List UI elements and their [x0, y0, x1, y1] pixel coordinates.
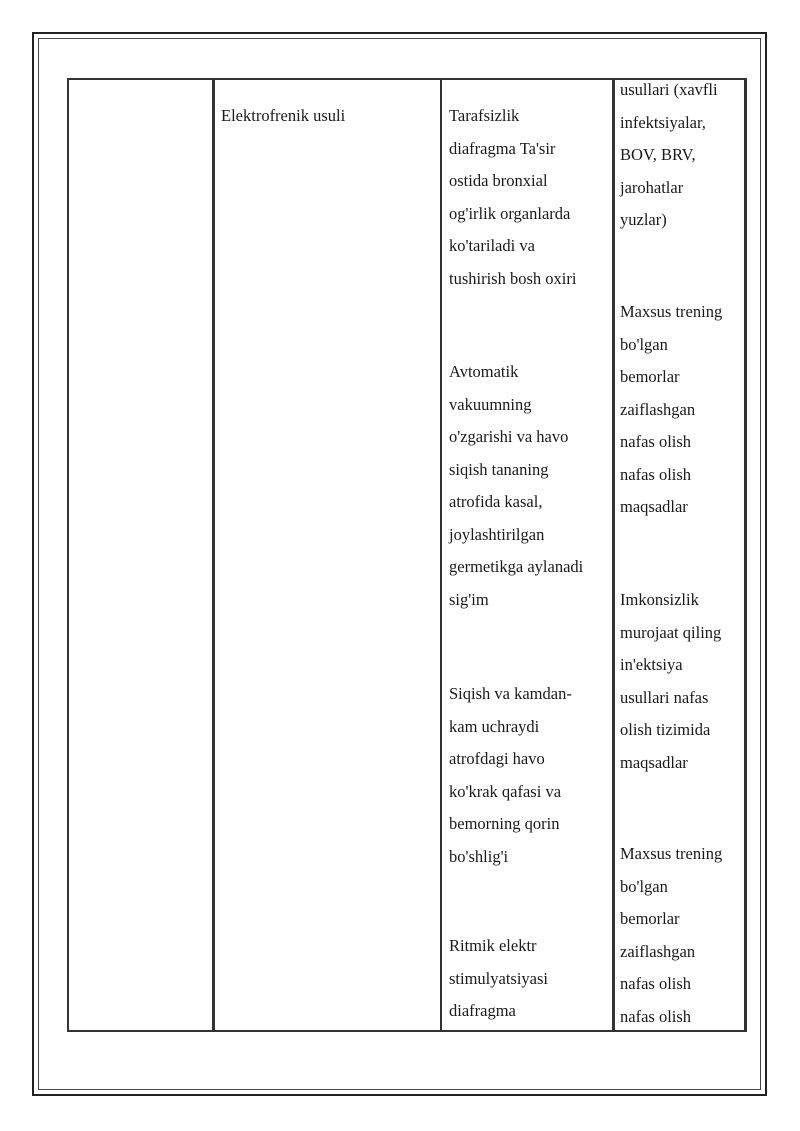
description-block-2: Avtomatik vakuumning o'zgarishi va havo siqish tananing atrofida kasal, joylashtirilgan germetikga aylanadi sig'im: [449, 362, 584, 609]
indication-block-3: Imkonsizlik murojaat qiling in'ektsiya usullari nafas olish tizimida maqsadlar: [620, 590, 722, 772]
column-divider-2: [440, 78, 442, 1032]
column-divider-1: [212, 78, 215, 1032]
method-name-cell: Elektrofrenik usuli: [221, 106, 346, 125]
column-divider-3: [612, 78, 615, 1032]
indication-block-1: usullari (xavfli infektsiyalar, BOV, BRV, jarohatlar yuzlar): [620, 80, 718, 229]
description-block-3: Siqish va kamdan- kam uchraydi atrofdagi havo ko'krak qafasi va bemorning qorin bo'shlig'i: [449, 684, 572, 866]
indication-block-2: Maxsus trening bo'lgan bemorlar zaiflashgan nafas olish nafas olish maqsadlar: [620, 302, 723, 516]
description-block-4: Ritmik elektr stimulyatsiyasi diafragma: [449, 936, 548, 1020]
indication-block-4: Maxsus trening bo'lgan bemorlar zaiflashgan nafas olish nafas olish: [620, 844, 723, 1026]
document-table: [67, 78, 747, 1032]
table-left-border: [67, 78, 69, 1032]
description-block-1: Tarafsizlik diafragma Ta'sir ostida bronxial og'irlik organlarda ko'tariladi va tushirish bosh oxiri: [449, 106, 577, 288]
